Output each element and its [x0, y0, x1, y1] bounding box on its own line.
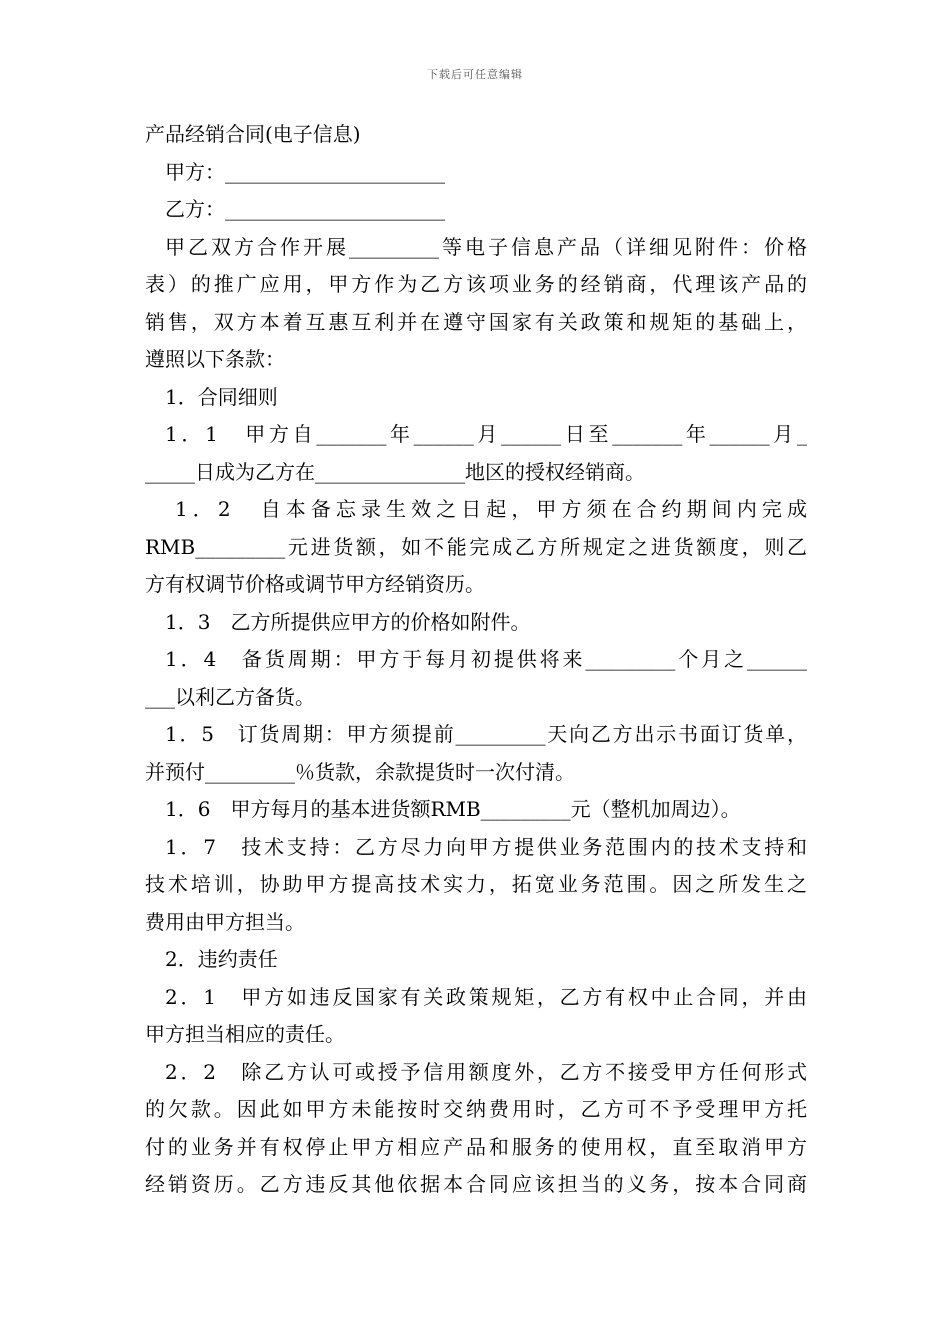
- clause-1-1-line-2: _____日成为乙方在_______________地区的授权经销商。: [145, 459, 645, 484]
- section-1-heading: 1．合同细则: [165, 384, 278, 409]
- contract-body: [145, 116, 807, 1204]
- clause-1-6: 1．6 甲方每月的基本进货额RMB_________元（整机加周边）。: [165, 797, 741, 821]
- clause-1-3: 1．3 乙方所提供应甲方的价格如附件。: [165, 609, 531, 634]
- section-2-heading: 2．违约责任: [165, 947, 278, 971]
- intro-paragraph-line-4: 遵照以下条款：: [145, 347, 285, 371]
- clause-1-2-line-2: RMB_________元进货额，如不能完成乙方所规定之进货额度，则乙: [145, 534, 807, 559]
- clause-1-5-line-1: 1．5 订货周期：甲方须提前_________天向乙方出示书面订货单，: [165, 722, 807, 746]
- clause-1-7-line-3: 费用由甲方担当。: [145, 909, 305, 934]
- page-header-note: 下载后可任意编辑: [427, 68, 523, 81]
- clause-2-2-line-4: 经销资历。乙方违反其他依据本合同应该担当的义务，按本合同商: [145, 1172, 807, 1196]
- clause-2-1-line-1: 2．1 甲方如违反国家有关政策规矩，乙方有权中止合同，并由: [165, 984, 807, 1009]
- party-b-line: 乙方：______________________: [165, 197, 445, 221]
- clause-1-2-line-1: 1．2 自本备忘录生效之日起，甲方须在合约期间内完成: [175, 497, 807, 521]
- clause-1-5-line-2: 并预付_________％货款，余款提货时一次付清。: [145, 759, 575, 784]
- clause-2-1-line-2: 甲方担当相应的责任。: [145, 1022, 345, 1046]
- clause-1-4-line-2: ___以利乙方备货。: [145, 684, 315, 709]
- contract-title: 产品经销合同(电子信息): [145, 122, 361, 146]
- clause-2-2-line-1: 2．2 除乙方认可或授予信用额度外，乙方不接受甲方任何形式: [165, 1059, 807, 1084]
- clause-1-2-line-3: 方有权调节价格或调节甲方经销资历。: [145, 572, 485, 596]
- clause-1-7-line-1: 1．7 技术支持：乙方尽力向甲方提供业务范围内的技术支持和: [165, 834, 807, 859]
- clause-1-7-line-2: 技术培训，协助甲方提高技术实力，拓宽业务范围。因之所发生之: [145, 872, 807, 896]
- intro-paragraph-line-1: 甲乙双方合作开展_________等电子信息产品（详细见附件：价格: [165, 234, 807, 259]
- intro-paragraph-line-3: 销售，双方本着互惠互利并在遵守国家有关政策和规矩的基础上，: [145, 309, 807, 334]
- intro-paragraph-line-2: 表）的推广应用，甲方作为乙方该项业务的经销商，代理该产品的: [145, 272, 807, 296]
- clause-2-2-line-3: 付的业务并有权停止甲方相应产品和服务的使用权，直至取消甲方: [145, 1134, 807, 1159]
- clause-2-2-line-2: 的欠款。因此如甲方未能按时交纳费用时，乙方可不予受理甲方托: [145, 1097, 807, 1121]
- clause-1-1-line-1: 1．1 甲方自_______年______月______日至_______年______月_: [165, 422, 807, 446]
- clause-1-4-line-1: 1．4 备货周期：甲方于每月初提供将来_________个月之______: [165, 647, 807, 671]
- party-a-line: 甲方：______________________: [165, 159, 445, 184]
